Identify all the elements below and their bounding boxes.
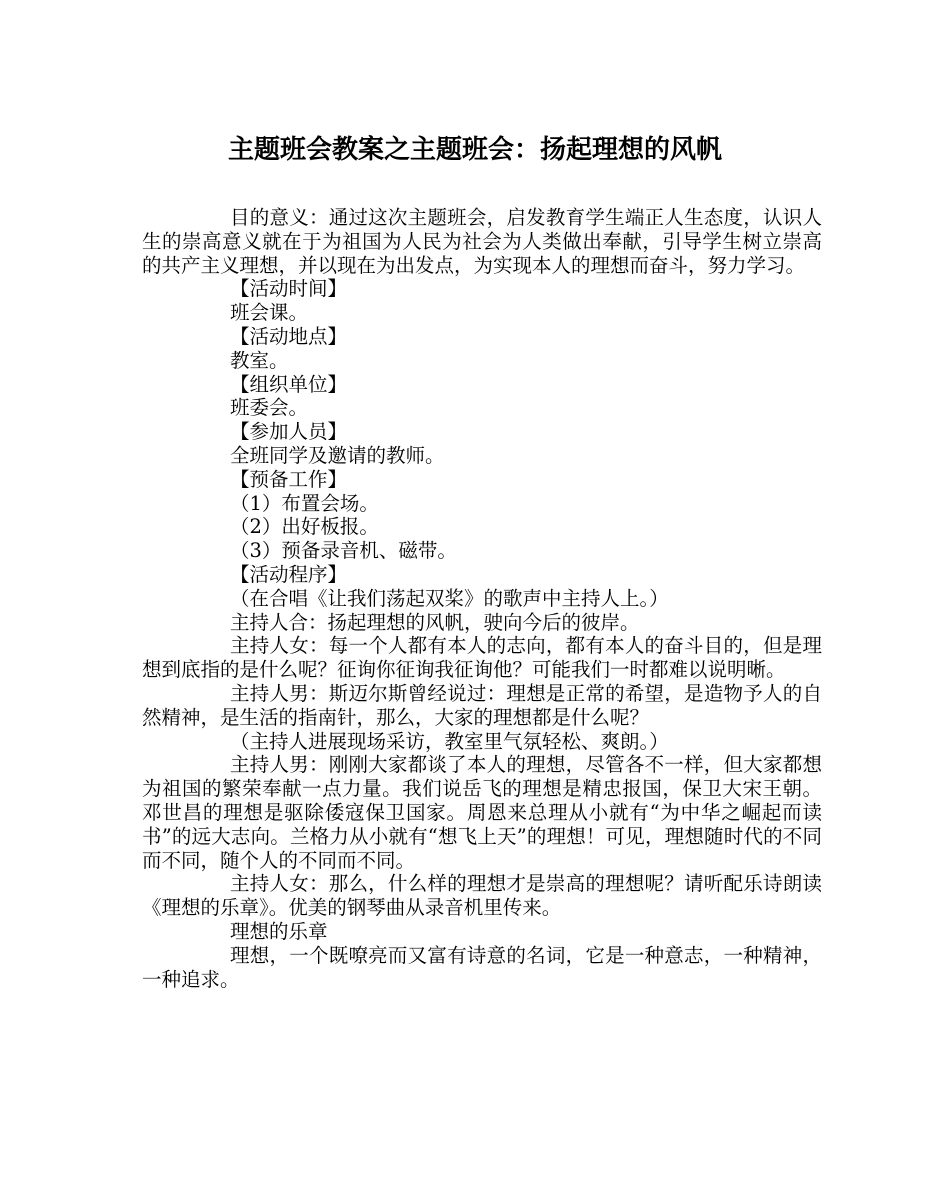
heading-activity-location: 【活动地点】 [230,324,348,348]
paragraph-activity-location: 教室。 [230,348,289,372]
document-body [142,206,822,991]
paragraph-host-male-1: 主持人男：斯迈尔斯曾经说过：理想是正常的希望，是造物予人的自然精神，是生活的指南针，那么，大家的理想都是什么呢？ [142,681,822,729]
paragraph-hosts-together: 主持人合：扬起理想的风帆，驶向今后的彼岸。 [230,610,640,634]
heading-procedure: 【活动程序】 [230,562,348,586]
paragraph-host-female-1: 主持人女：每一个人都有本人的志向，都有本人的奋斗目的，但是理想到底指的是什么呢？征询你征询我征询他？可能我们一时都难以说明晰。 [142,634,822,682]
paragraph-purpose: 目的意义：通过这次主题班会，启发教育学生端正人生态度，认识人生的崇高意义就在于为祖国为人民为社会为人类做出奉献，引导学生树立崇高的共产主义理想，并以现在为出发点，为实现本人的理想而奋斗，努力学习。 [142,206,822,277]
paragraph-host-male-2: 主持人男：刚刚大家都谈了本人的理想，尽管各不一样，但大家都想为祖国的繁荣奉献一点力量。我们说岳飞的理想是精忠报国，保卫大宋王朝。邓世昌的理想是驱除倭寇保卫国家。周恩来总理从小就有“为中华之崛起而读书”的远大志向。兰格力从小就有“想飞上天”的理想！可见，理想随时代的不同而不同，随个人的不同而不同。 [142,753,822,872]
paragraph-stage-direction-1: （在合唱《让我们荡起双桨》的歌声中主持人上。） [230,586,669,610]
paragraph-organizer: 班委会。 [230,396,309,420]
paragraph-activity-time: 班会课。 [230,301,309,325]
heading-preparation: 【预备工作】 [230,467,348,491]
document-title: 主题班会教案之主题班会：扬起理想的风帆 [227,135,722,165]
paragraph-stage-direction-2: （主持人进展现场采访，教室里气氛轻松、爽朗。） [230,729,669,753]
paragraph-participants: 全班同学及邀请的教师。 [230,443,445,467]
list-item-preparation-3: （3）预备录音机、磁带。 [230,539,457,563]
list-item-preparation-2: （2）出好板报。 [230,515,379,539]
poem-title: 理想的乐章 [230,919,328,943]
heading-organizer: 【组织单位】 [230,372,348,396]
list-item-preparation-1: （1）布置会场。 [230,491,379,515]
paragraph-host-female-2: 主持人女：那么，什么样的理想才是崇高的理想呢？请听配乐诗朗读《理想的乐章》。优美的钢琴曲从录音机里传来。 [142,872,822,920]
heading-participants: 【参加人员】 [230,420,348,444]
poem-first-stanza: 理想，一个既嘹亮而又富有诗意的名词，它是一种意志，一种精神，一种追求。 [142,943,822,991]
heading-activity-time: 【活动时间】 [230,277,348,301]
